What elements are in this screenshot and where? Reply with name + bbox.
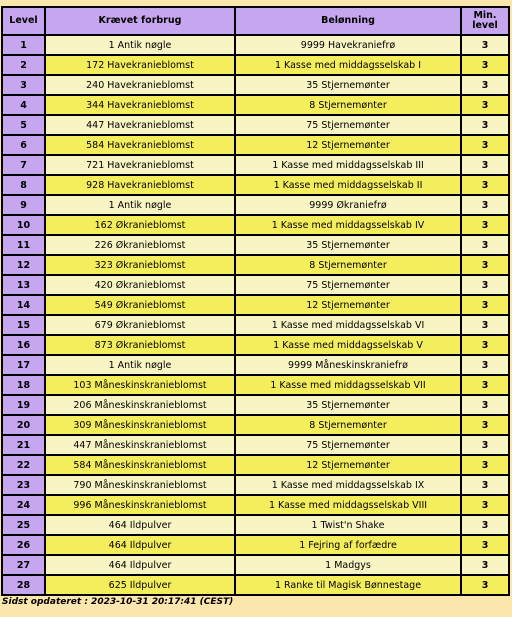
row-min-level: 3 — [462, 536, 508, 554]
row-min-level: 3 — [462, 276, 508, 294]
table-row — [3, 436, 508, 454]
row-min-level: 3 — [462, 216, 508, 234]
table-row — [3, 516, 508, 534]
row-min-level: 3 — [462, 116, 508, 134]
row-min-level: 3 — [462, 76, 508, 94]
row-cost: 996 Måneskinskranieblomst — [46, 496, 234, 514]
row-cost: 103 Måneskinskranieblomst — [46, 376, 234, 394]
header-level: Level — [3, 8, 44, 34]
row-level: 16 — [3, 336, 44, 354]
row-level: 13 — [3, 276, 44, 294]
table-row — [3, 356, 508, 374]
row-reward: 1 Twist'n Shake — [236, 516, 460, 534]
row-min-level: 3 — [462, 36, 508, 54]
row-cost: 172 Havekranieblomst — [46, 56, 234, 74]
row-cost: 464 Ildpulver — [46, 536, 234, 554]
table-row — [3, 96, 508, 114]
row-level: 2 — [3, 56, 44, 74]
row-cost: 162 Økranieblomst — [46, 216, 234, 234]
table-row — [3, 416, 508, 434]
table-row — [3, 456, 508, 474]
row-min-level: 3 — [462, 476, 508, 494]
row-cost: 344 Havekranieblomst — [46, 96, 234, 114]
row-reward: 35 Stjernemønter — [236, 76, 460, 94]
table-row — [3, 136, 508, 154]
row-reward: 9999 Måneskinskraniefrø — [236, 356, 460, 374]
table-row — [3, 336, 508, 354]
row-level: 27 — [3, 556, 44, 574]
row-level: 6 — [3, 136, 44, 154]
row-reward: 1 Kasse med middagsselskab VIII — [236, 496, 460, 514]
row-reward: 9999 Havekraniefrø — [236, 36, 460, 54]
row-min-level: 3 — [462, 156, 508, 174]
row-level: 5 — [3, 116, 44, 134]
table-row — [3, 176, 508, 194]
row-min-level: 3 — [462, 336, 508, 354]
row-reward: 75 Stjernemønter — [236, 436, 460, 454]
table-row — [3, 496, 508, 514]
table-row — [3, 116, 508, 134]
row-min-level: 3 — [462, 516, 508, 534]
row-level: 11 — [3, 236, 44, 254]
row-cost: 928 Havekranieblomst — [46, 176, 234, 194]
row-level: 12 — [3, 256, 44, 274]
row-level: 23 — [3, 476, 44, 494]
row-reward: 1 Fejring af forfædre — [236, 536, 460, 554]
row-reward: 1 Kasse med middagsselskab V — [236, 336, 460, 354]
row-level: 15 — [3, 316, 44, 334]
row-min-level: 3 — [462, 96, 508, 114]
row-min-level: 3 — [462, 236, 508, 254]
row-level: 18 — [3, 376, 44, 394]
rewards-table — [1, 6, 510, 596]
row-reward: 1 Kasse med middagsselskab VI — [236, 316, 460, 334]
row-level: 17 — [3, 356, 44, 374]
row-min-level: 3 — [462, 256, 508, 274]
row-reward: 35 Stjernemønter — [236, 236, 460, 254]
table-row — [3, 376, 508, 394]
row-min-level: 3 — [462, 56, 508, 74]
row-level: 3 — [3, 76, 44, 94]
row-reward: 75 Stjernemønter — [236, 116, 460, 134]
table-row — [3, 276, 508, 294]
row-level: 28 — [3, 576, 44, 594]
row-cost: 1 Antik nøgle — [46, 196, 234, 214]
row-min-level: 3 — [462, 356, 508, 374]
row-cost: 584 Måneskinskranieblomst — [46, 456, 234, 474]
table-header-row — [3, 8, 508, 34]
row-level: 1 — [3, 36, 44, 54]
row-level: 20 — [3, 416, 44, 434]
table-row — [3, 156, 508, 174]
row-level: 24 — [3, 496, 44, 514]
row-min-level: 3 — [462, 296, 508, 314]
table-row — [3, 536, 508, 554]
row-reward: 9999 Økraniefrø — [236, 196, 460, 214]
row-cost: 240 Havekranieblomst — [46, 76, 234, 94]
table-row — [3, 196, 508, 214]
row-cost: 464 Ildpulver — [46, 516, 234, 534]
row-reward: 1 Ranke til Magisk Bønnestage — [236, 576, 460, 594]
row-cost: 1 Antik nøgle — [46, 356, 234, 374]
row-reward: 8 Stjernemønter — [236, 256, 460, 274]
table-row — [3, 216, 508, 234]
table-row — [3, 556, 508, 574]
row-reward: 1 Kasse med middagsselskab III — [236, 156, 460, 174]
row-cost: 790 Måneskinskranieblomst — [46, 476, 234, 494]
table-row — [3, 236, 508, 254]
row-cost: 625 Ildpulver — [46, 576, 234, 594]
table-row — [3, 396, 508, 414]
row-level: 21 — [3, 436, 44, 454]
table-body — [3, 36, 508, 594]
row-reward: 1 Kasse med middagsselskab VII — [236, 376, 460, 394]
row-level: 7 — [3, 156, 44, 174]
row-cost: 1 Antik nøgle — [46, 36, 234, 54]
row-min-level: 3 — [462, 556, 508, 574]
row-cost: 464 Ildpulver — [46, 556, 234, 574]
row-reward: 1 Kasse med middagsselskab I — [236, 56, 460, 74]
row-cost: 420 Økranieblomst — [46, 276, 234, 294]
row-reward: 12 Stjernemønter — [236, 136, 460, 154]
row-reward: 1 Kasse med middagsselskab IX — [236, 476, 460, 494]
row-level: 25 — [3, 516, 44, 534]
row-cost: 721 Havekranieblomst — [46, 156, 234, 174]
row-cost: 309 Måneskinskranieblomst — [46, 416, 234, 434]
row-level: 26 — [3, 536, 44, 554]
row-level: 22 — [3, 456, 44, 474]
header-min-level: Min. level — [462, 8, 508, 34]
row-reward: 12 Stjernemønter — [236, 456, 460, 474]
row-reward: 8 Stjernemønter — [236, 96, 460, 114]
table-row — [3, 36, 508, 54]
table-row — [3, 316, 508, 334]
last-updated-text: Sidst opdateret : 2023-10-31 20:17:41 (CEST) — [2, 597, 234, 607]
table-row — [3, 56, 508, 74]
row-min-level: 3 — [462, 456, 508, 474]
row-reward: 12 Stjernemønter — [236, 296, 460, 314]
row-level: 14 — [3, 296, 44, 314]
row-min-level: 3 — [462, 136, 508, 154]
row-level: 19 — [3, 396, 44, 414]
row-level: 8 — [3, 176, 44, 194]
row-cost: 226 Økranieblomst — [46, 236, 234, 254]
row-cost: 447 Havekranieblomst — [46, 116, 234, 134]
row-level: 10 — [3, 216, 44, 234]
row-min-level: 3 — [462, 316, 508, 334]
header-reward: Belønning — [236, 8, 460, 34]
row-level: 9 — [3, 196, 44, 214]
row-min-level: 3 — [462, 576, 508, 594]
row-reward: 1 Kasse med middagsselskab IV — [236, 216, 460, 234]
row-cost: 679 Økranieblomst — [46, 316, 234, 334]
row-min-level: 3 — [462, 416, 508, 434]
row-min-level: 3 — [462, 396, 508, 414]
row-cost: 584 Havekranieblomst — [46, 136, 234, 154]
row-level: 4 — [3, 96, 44, 114]
row-cost: 323 Økranieblomst — [46, 256, 234, 274]
row-min-level: 3 — [462, 436, 508, 454]
row-reward: 1 Madgys — [236, 556, 460, 574]
row-cost: 549 Økranieblomst — [46, 296, 234, 314]
row-reward: 35 Stjernemønter — [236, 396, 460, 414]
row-reward: 8 Stjernemønter — [236, 416, 460, 434]
table-row — [3, 296, 508, 314]
table-row — [3, 576, 508, 594]
row-min-level: 3 — [462, 196, 508, 214]
row-cost: 873 Økranieblomst — [46, 336, 234, 354]
row-reward: 75 Stjernemønter — [236, 276, 460, 294]
header-cost: Krævet forbrug — [46, 8, 234, 34]
row-reward: 1 Kasse med middagsselskab II — [236, 176, 460, 194]
row-min-level: 3 — [462, 496, 508, 514]
row-min-level: 3 — [462, 176, 508, 194]
table-row — [3, 476, 508, 494]
row-min-level: 3 — [462, 376, 508, 394]
table-row — [3, 76, 508, 94]
row-cost: 447 Måneskinskranieblomst — [46, 436, 234, 454]
table-row — [3, 256, 508, 274]
row-cost: 206 Måneskinskranieblomst — [46, 396, 234, 414]
